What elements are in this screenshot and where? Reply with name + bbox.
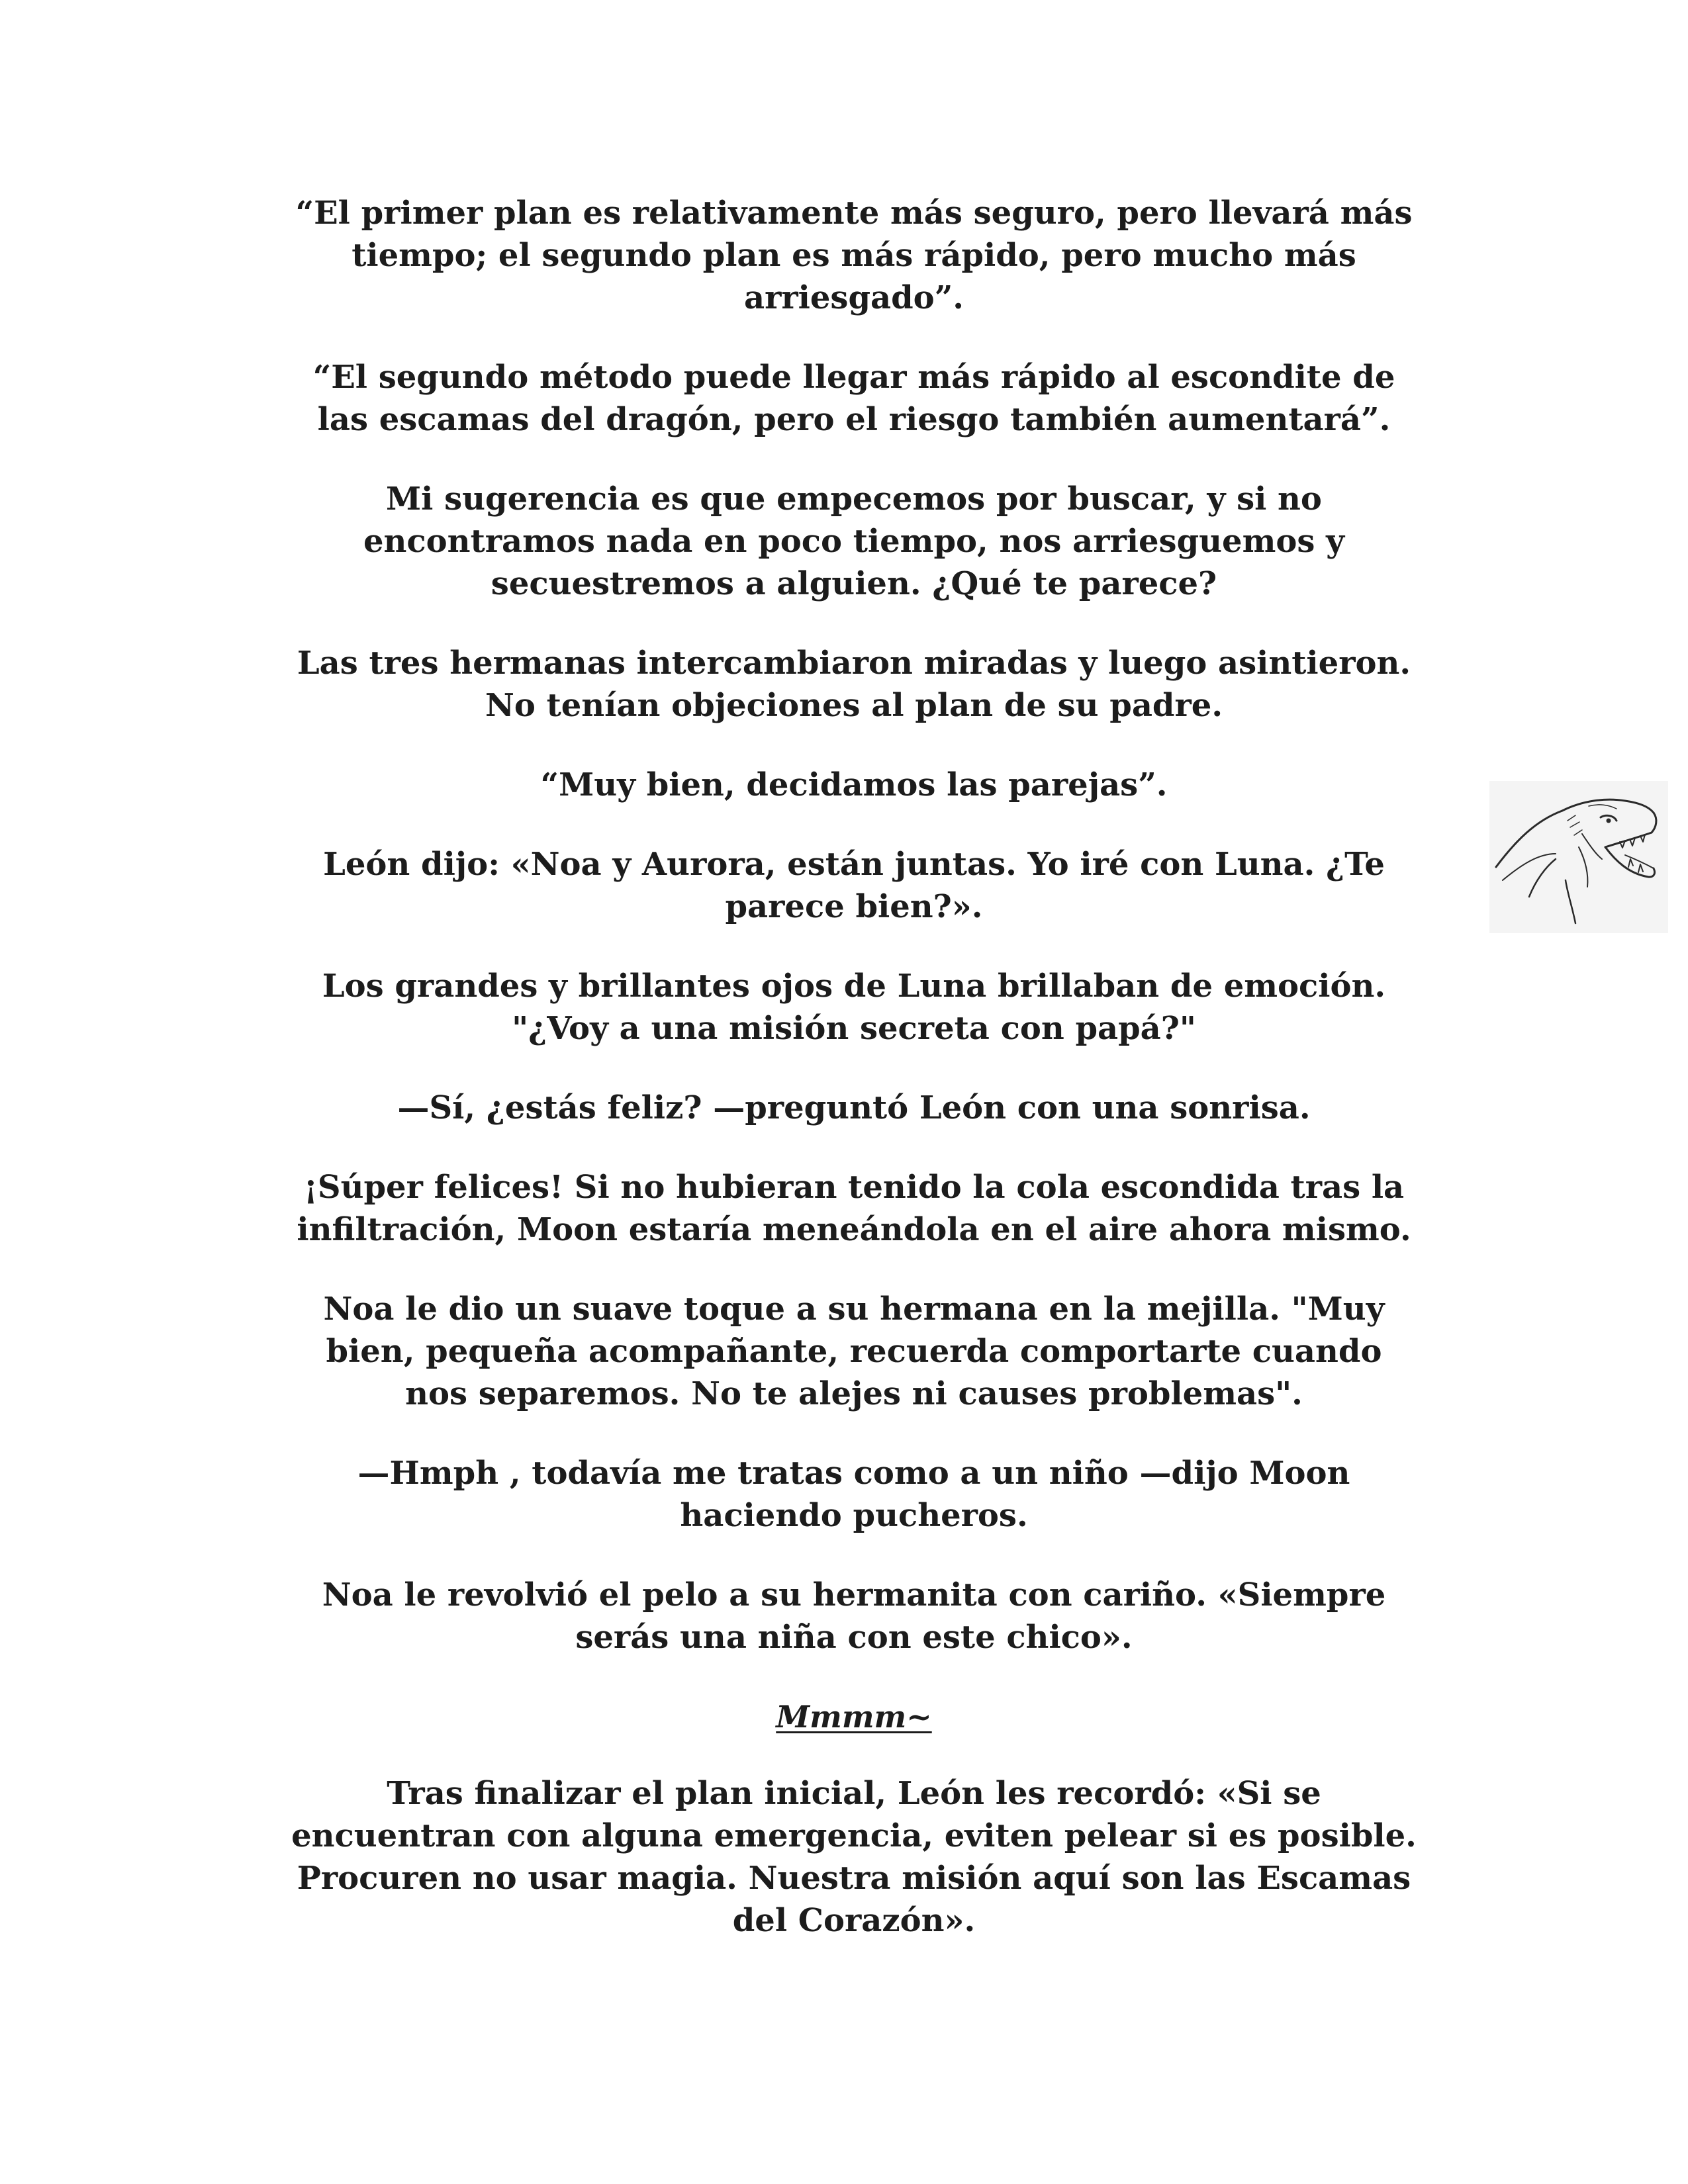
paragraph-luna-excited: Los grandes y brillantes ojos de Luna brillaban de emoción. "¿Voy a una misión secreta con papá?" <box>322 968 1386 1047</box>
document-page <box>225 192 1483 1979</box>
dinosaur-head-sketch-icon <box>1489 781 1668 933</box>
paragraph-moon-pout: —Hmph , todavía me tratas como a un niño —dijo Moon haciendo pucheros. <box>357 1455 1350 1534</box>
paragraph-plan-comparison: “El primer plan es relativamente más seguro, pero llevará más tiempo; el segundo plan es más rápido, pero mucho más arriesgado”. <box>295 195 1413 316</box>
paragraph-sisters-agree: Las tres hermanas intercambiaron miradas y luego asintieron. No tenían objeciones al plan de su padre. <box>297 645 1411 724</box>
paragraph-leon-smile: —Sí, ¿estás feliz? —preguntó León con una sonrisa. <box>397 1089 1311 1126</box>
paragraph-noa-cheek: Noa le dio un suave toque a su hermana en la mejilla. "Muy bien, pequeña acompañante, recuerda comportarte cuando nos separemos. No te alejes ni causes problemas". <box>323 1291 1385 1412</box>
paragraph-noa-hair: Noa le revolvió el pelo a su hermanita con cariño. «Siempre serás una niña con este chico». <box>322 1576 1386 1656</box>
paragraph-second-method: “El segundo método puede llegar más rápido al escondite de las escamas del dragón, pero el riesgo también aumentará”. <box>312 359 1395 438</box>
paragraph-super-happy: ¡Súper felices! Si no hubieran tenido la cola escondida tras la infiltración, Moon estaría meneándola en el aire ahora mismo. <box>297 1169 1411 1248</box>
paragraph-closing-reminder: Tras finalizar el plan inicial, León les recordó: «Si se encuentran con alguna emergencia, eviten pelear si es posible. Procuren no usar magia. Nuestra misión aquí son las Escamas del Corazón». <box>291 1775 1417 1939</box>
paragraph-decide-pairs: “Muy bien, decidamos las parejas”. <box>540 766 1168 803</box>
scene-separator: Mmmm~ <box>776 1699 932 1735</box>
paragraph-leon-pairs: León dijo: «Noa y Aurora, están juntas. Yo iré con Luna. ¿Te parece bien?». <box>323 846 1385 925</box>
paragraph-suggestion: Mi sugerencia es que empecemos por buscar, y si no encontramos nada en poco tiempo, nos arriesguemos y secuestremos a alguien. ¿Qué te parece? <box>363 480 1345 602</box>
